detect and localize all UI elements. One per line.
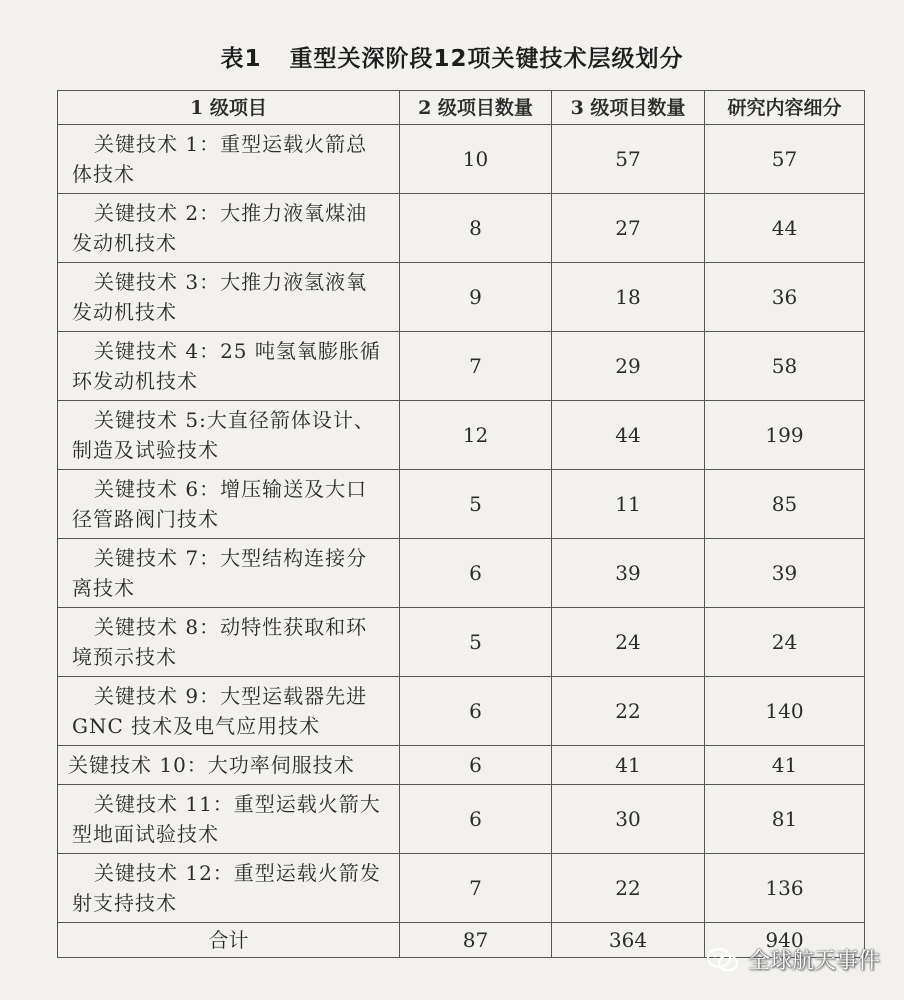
row-detail: 58 bbox=[705, 332, 865, 401]
wechat-icon bbox=[706, 947, 740, 973]
row-level3-count: 44 bbox=[552, 401, 705, 470]
table-row bbox=[58, 785, 865, 854]
total-detail: 940 bbox=[705, 923, 865, 958]
row-detail: 81 bbox=[705, 785, 865, 854]
row-name: 关键技术 10：大功率伺服技术 bbox=[58, 746, 400, 785]
row-detail: 44 bbox=[705, 194, 865, 263]
row-level3-count: 22 bbox=[552, 677, 705, 746]
row-detail: 57 bbox=[705, 125, 865, 194]
row-name: 关键技术 12：重型运载火箭发射支持技术 bbox=[58, 854, 400, 923]
row-level2-count: 6 bbox=[400, 746, 552, 785]
row-level3-count: 57 bbox=[552, 125, 705, 194]
row-detail: 85 bbox=[705, 470, 865, 539]
total-level2: 87 bbox=[400, 923, 552, 958]
header-level3-count: 3 级项目数量 bbox=[552, 91, 705, 125]
row-level3-count: 27 bbox=[552, 194, 705, 263]
row-level3-count: 29 bbox=[552, 332, 705, 401]
row-name: 关键技术 3：大推力液氢液氧发动机技术 bbox=[58, 263, 400, 332]
row-detail: 199 bbox=[705, 401, 865, 470]
header-level2-count: 2 级项目数量 bbox=[400, 91, 552, 125]
row-detail: 136 bbox=[705, 854, 865, 923]
table-row bbox=[58, 332, 865, 401]
table-row bbox=[58, 401, 865, 470]
table-title bbox=[0, 40, 904, 73]
row-detail: 41 bbox=[705, 746, 865, 785]
row-name: 关键技术 5:大直径箭体设计、制造及试验技术 bbox=[58, 401, 400, 470]
table-row bbox=[58, 677, 865, 746]
row-name: 关键技术 11：重型运载火箭大型地面试验技术 bbox=[58, 785, 400, 854]
row-level2-count: 9 bbox=[400, 263, 552, 332]
table-row bbox=[58, 263, 865, 332]
row-level3-count: 22 bbox=[552, 854, 705, 923]
header-level1: 1 级项目 bbox=[58, 91, 400, 125]
total-label: 合计 bbox=[58, 923, 400, 958]
row-level2-count: 12 bbox=[400, 401, 552, 470]
row-level2-count: 7 bbox=[400, 332, 552, 401]
row-level2-count: 8 bbox=[400, 194, 552, 263]
tech-table bbox=[57, 90, 865, 958]
header-detail: 研究内容细分 bbox=[705, 91, 865, 125]
row-level3-count: 30 bbox=[552, 785, 705, 854]
table-row bbox=[58, 194, 865, 263]
table-row bbox=[58, 125, 865, 194]
row-name: 关键技术 2：大推力液氧煤油发动机技术 bbox=[58, 194, 400, 263]
watermark-text: 全球航天事件 bbox=[747, 949, 880, 974]
table-row bbox=[58, 854, 865, 923]
row-level2-count: 6 bbox=[400, 785, 552, 854]
row-level2-count: 7 bbox=[400, 854, 552, 923]
row-level3-count: 41 bbox=[552, 746, 705, 785]
row-level3-count: 18 bbox=[552, 263, 705, 332]
row-level2-count: 6 bbox=[400, 677, 552, 746]
table-header-row bbox=[58, 91, 865, 125]
table-row bbox=[58, 470, 865, 539]
table-title-text: 重型关深阶段12项关键技术层级划分 bbox=[289, 46, 684, 72]
row-name: 关键技术 7：大型结构连接分离技术 bbox=[58, 539, 400, 608]
row-level3-count: 11 bbox=[552, 470, 705, 539]
row-level3-count: 39 bbox=[552, 539, 705, 608]
row-level2-count: 5 bbox=[400, 608, 552, 677]
row-name: 关键技术 4：25 吨氢氧膨胀循环发动机技术 bbox=[58, 332, 400, 401]
row-detail: 36 bbox=[705, 263, 865, 332]
row-name: 关键技术 8：动特性获取和环境预示技术 bbox=[58, 608, 400, 677]
row-level2-count: 6 bbox=[400, 539, 552, 608]
row-name: 关键技术 9：大型运载器先进GNC 技术及电气应用技术 bbox=[58, 677, 400, 746]
row-name: 关键技术 6：增压输送及大口径管路阀门技术 bbox=[58, 470, 400, 539]
table-row bbox=[58, 746, 865, 785]
row-level2-count: 5 bbox=[400, 470, 552, 539]
row-level3-count: 24 bbox=[552, 608, 705, 677]
watermark bbox=[706, 944, 880, 975]
row-detail: 39 bbox=[705, 539, 865, 608]
row-detail: 24 bbox=[705, 608, 865, 677]
row-name: 关键技术 1：重型运载火箭总体技术 bbox=[58, 125, 400, 194]
table-number: 表1 bbox=[220, 46, 262, 72]
row-level2-count: 10 bbox=[400, 125, 552, 194]
table-row bbox=[58, 539, 865, 608]
row-detail: 140 bbox=[705, 677, 865, 746]
table-row bbox=[58, 608, 865, 677]
total-level3: 364 bbox=[552, 923, 705, 958]
